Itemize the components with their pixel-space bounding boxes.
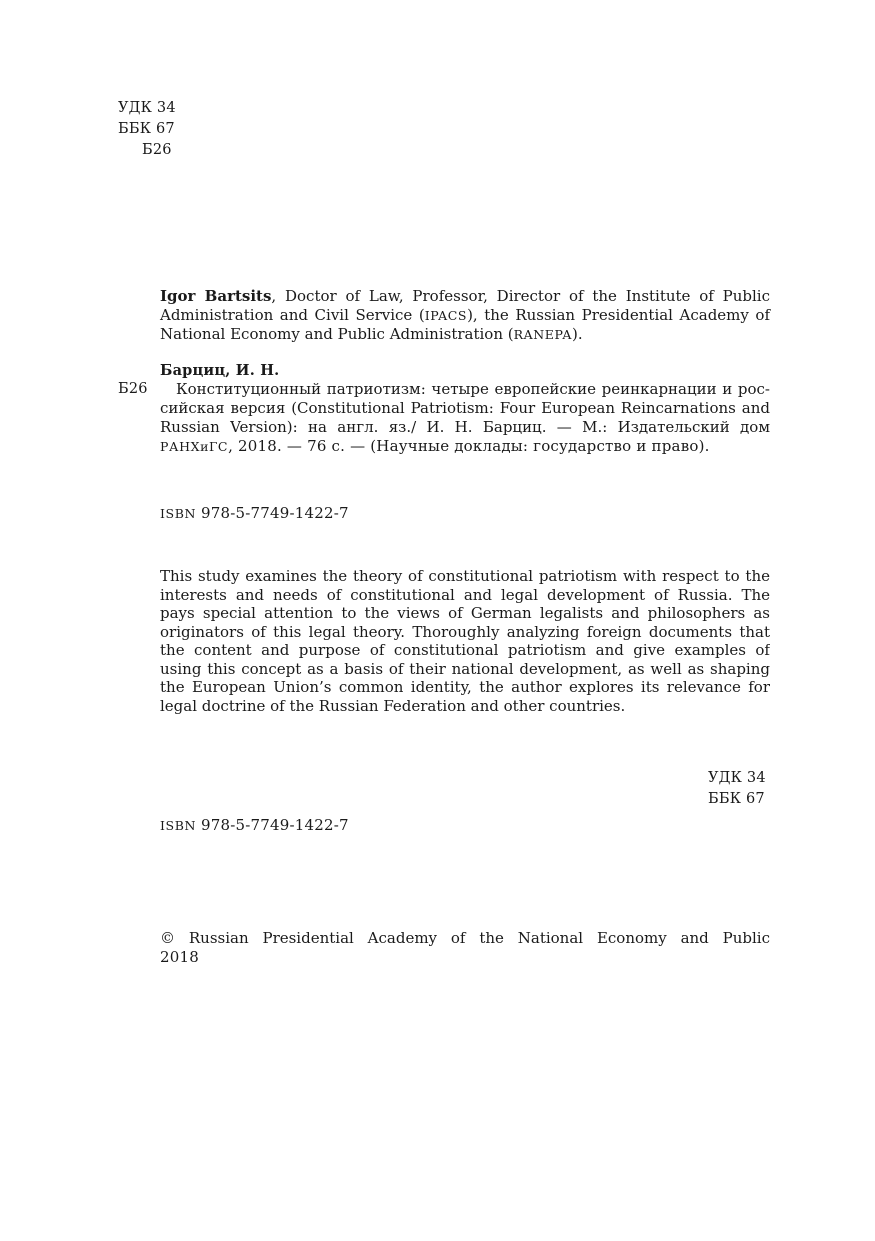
abbr-ranepa: RANEPA (513, 327, 573, 342)
copyright-line-1: © Russian Presidential Academy of the National Economy and Public (160, 929, 770, 947)
author-name: Igor Bartsits (160, 287, 272, 305)
author-mark-top: Б26 (142, 142, 172, 158)
author-note-text-3: ). (572, 325, 583, 343)
copyright-line-2: 2018 (160, 948, 199, 966)
abstract (160, 567, 770, 715)
isbn-top-label: ISBN (160, 506, 197, 521)
abstract-line: interests and needs of constitutional and legal development of Russia. The (160, 585, 770, 604)
bbk-bottom: ББК 67 (708, 791, 765, 807)
abbr-ranhigs: РАНХиГС (160, 439, 229, 454)
abbr-ipacs: IPACS (424, 307, 468, 323)
abstract-line: the European Union’s common identity, the author explores its relevance for (160, 678, 770, 696)
udk-top: УДК 34 (118, 100, 176, 116)
abstract-line: the content and purpose of constitutional patriotism and give examples of (160, 641, 770, 659)
abstract-line: legal doctrine of the Russian Federation and other countries. (160, 696, 626, 715)
author-note (160, 287, 770, 345)
catalog-mark: Б26 (118, 381, 148, 397)
abstract-line: This study examines the theory of constitutional patriotism with respect to the (160, 567, 770, 585)
isbn-bottom-number: 978-5-7749-1422-7 (201, 816, 349, 834)
abstract-line: originators of this legal theory. Thoroughly analyzing foreign documents that (160, 622, 770, 641)
abstract-line: using this concept as a basis of their national development, as well as shaping (160, 659, 770, 678)
isbn-top (160, 504, 349, 524)
bbk-top: ББК 67 (118, 121, 175, 137)
udk-bottom: УДК 34 (708, 770, 766, 786)
isbn-bottom-label: ISBN (160, 818, 197, 833)
author-note-text-2: ), the Russian Presidential Academy of National Economy and Public Administration ( (160, 305, 770, 343)
isbn-top-number: 978-5-7749-1422-7 (201, 504, 349, 522)
abstract-line: pays special attention to the views of German legalists and philosophers as (160, 604, 770, 622)
catalog-line-4 (160, 437, 710, 457)
catalog-line-1: Конституционный патриотизм: четыре европейские реинкарнации и рос- (176, 380, 770, 398)
author-note-text-1: , Doctor of Law, Professor, Director of the Institute of Public Administration and Civil Service ( (160, 287, 770, 324)
catalog-line-2: сийская версия (Constitutional Patriotism: Four European Reincarnations and (160, 399, 770, 417)
catalog-line-4-rest: , 2018. — 76 с. — (Научные доклады: государство и право). (228, 437, 710, 455)
isbn-bottom (160, 816, 349, 836)
catalog-author-heading: Барциц, И. Н. (160, 362, 280, 379)
catalog-line-3: Russian Version): на англ. яз./ И. Н. Барциц. — М.: Издательский дом (160, 418, 770, 436)
